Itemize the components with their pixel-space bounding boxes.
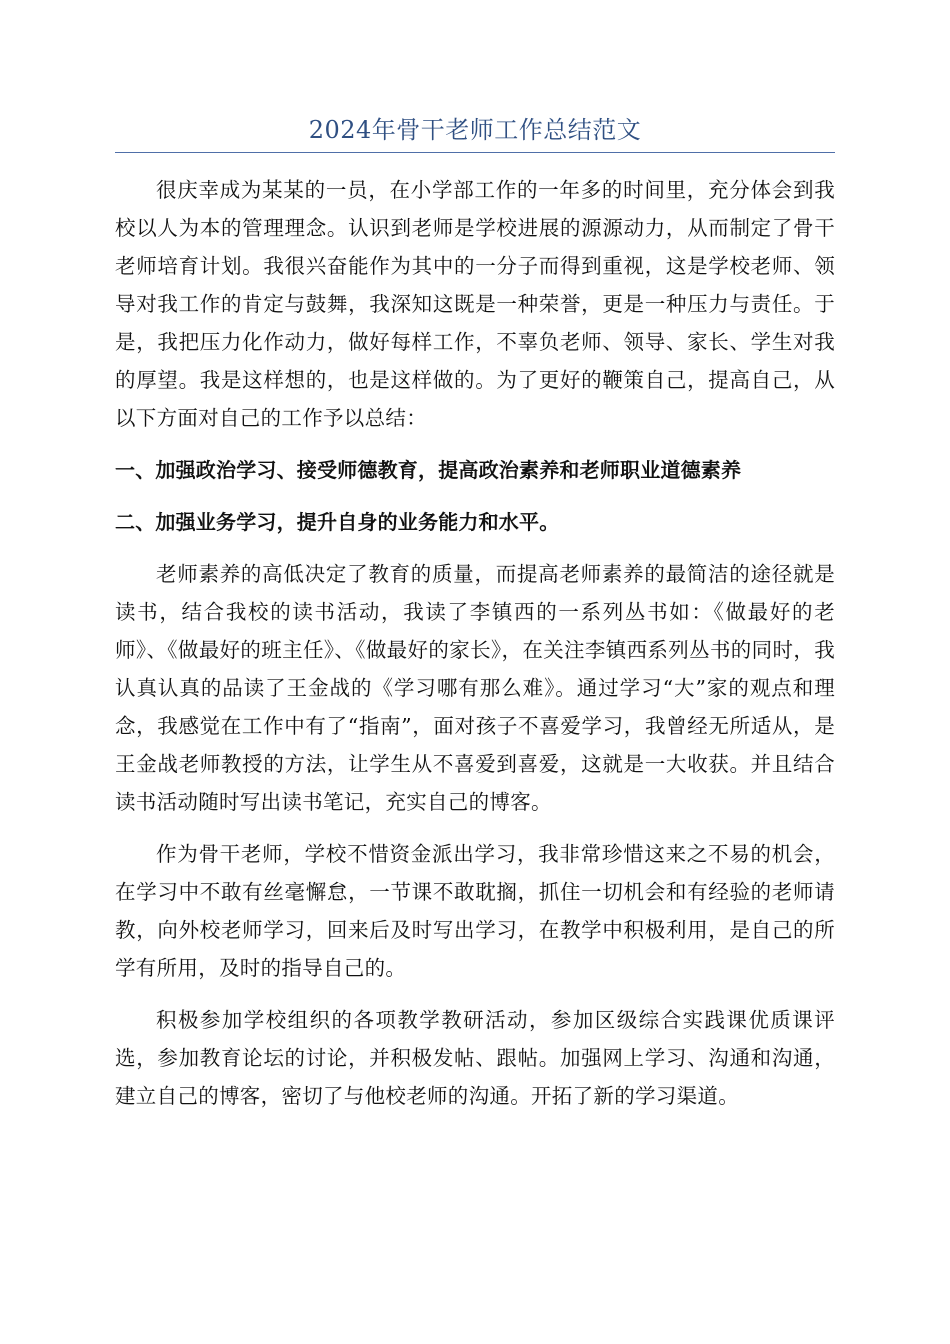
section-heading-2: 二、加强业务学习，提升自身的业务能力和水平。 [115,510,560,534]
body-paragraph-2: 作为骨干老师，学校不惜资金派出学习，我非常珍惜这来之不易的机会，在学习中不敢有丝毫懈怠，一节课不敢耽搁，抓住一切机会和有经验的老师请教，向外校老师学习，回来后及时写出学习，在教学中积极利用，是自己的所学有所用，及时的指导自己的。 [115,842,835,980]
body-paragraph-3: 积极参加学校组织的各项教学教研活动，参加区级综合实践课优质课评选，参加教育论坛的讨论，并积极发帖、跟帖。加强网上学习、沟通和沟通，建立自己的博客，密切了与他校老师的沟通。开拓了新的学习渠道。 [115,1008,835,1108]
document-page [115,112,835,1129]
title-block [115,112,835,153]
section-heading-1: 一、加强政治学习、接受师德教育，提高政治素养和老师职业道德素养 [115,458,742,482]
page-title: 2024年骨干老师工作总结范文 [308,116,642,144]
intro-paragraph: 很庆幸成为某某的一员，在小学部工作的一年多的时间里，充分体会到我校以人为本的管理理念。认识到老师是学校进展的源源动力，从而制定了骨干老师培育计划。我很兴奋能作为其中的一分子而得到重视，这是学校老师、领导对我工作的肯定与鼓舞，我深知这既是一种荣誉，更是一种压力与责任。于是，我把压力化作动力，做好每样工作，不辜负老师、领导、家长、学生对我的厚望。我是这样想的，也是这样做的。为了更好的鞭策自己，提高自己，从以下方面对自己的工作予以总结： [115,178,835,430]
body-paragraph-1: 老师素养的高低决定了教育的质量，而提高老师素养的最简洁的途径就是读书，结合我校的读书活动，我读了李镇西的一系列丛书如：《做最好的老师》、《做最好的班主任》、《做最好的家长》，在关注李镇西系列丛书的同时，我认真认真的品读了王金战的《学习哪有那么难》。通过学习“大”家的观点和理念，我感觉在工作中有了“指南”，面对孩子不喜爱学习，我曾经无所适从，是王金战老师教授的方法，让学生从不喜爱到喜爱，这就是一大收获。并且结合读书活动随时写出读书笔记，充实自己的博客。 [115,562,835,814]
